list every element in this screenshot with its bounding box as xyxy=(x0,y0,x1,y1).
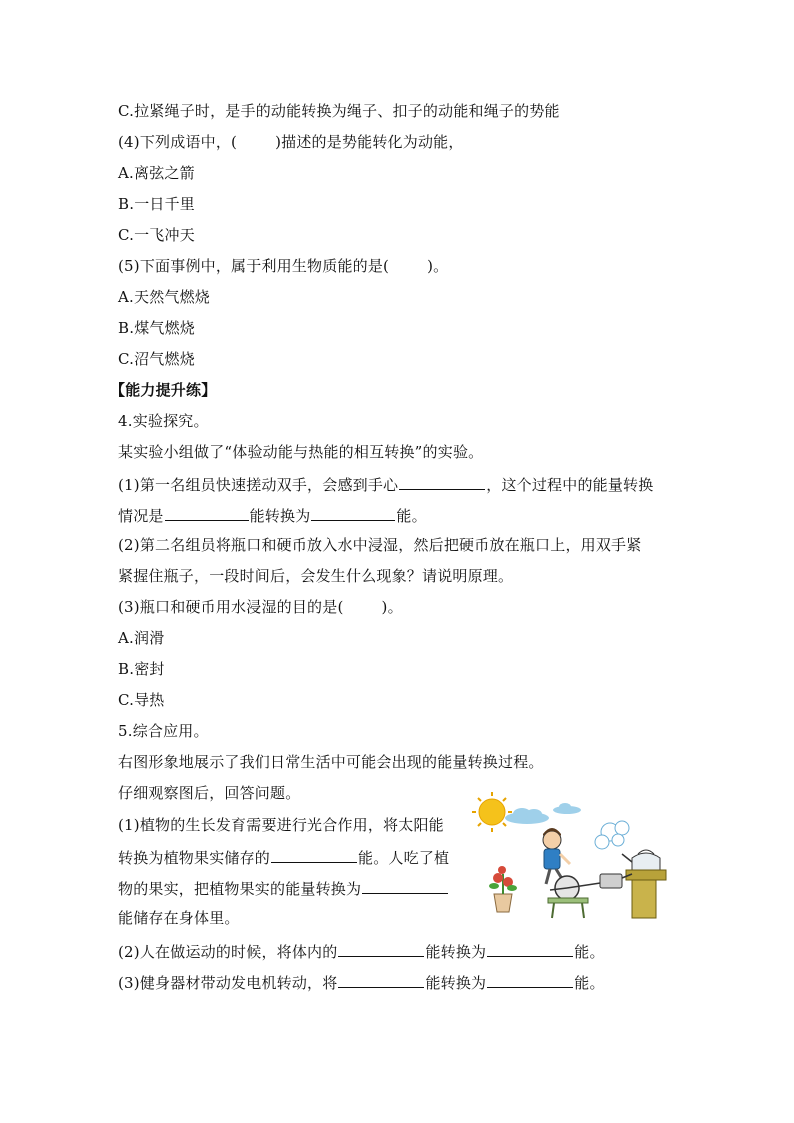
exercise-bike-icon xyxy=(550,876,607,900)
q5-sub1-line4: 能储存在身体里。 xyxy=(118,909,240,927)
q4-intro: 某实验小组做了“体验动能与热能的相互转换”的实验。 xyxy=(118,443,484,461)
q3-sub5-question: (5)下面事例中，属于利用生物质能的是( )。 xyxy=(118,257,449,275)
cloud-icon xyxy=(553,803,581,814)
fill-blank[interactable] xyxy=(338,971,424,988)
q5-sub1-line3: 物的果实，把植物果实的能量转换为 xyxy=(118,877,449,899)
fill-blank[interactable] xyxy=(487,940,573,957)
q4-sub2-line1: (2)第二名组员将瓶口和硬币放入水中浸湿，然后把硬币放在瓶口上，用双手紧 xyxy=(118,536,642,554)
sun-icon xyxy=(472,792,512,832)
section-title: 【能力提升练】 xyxy=(110,381,217,399)
fill-blank[interactable] xyxy=(399,473,485,490)
q3-sub4-option-c: C.一飞冲天 xyxy=(118,226,195,244)
q5-sub1-line2: 转换为植物果实储存的 能。人吃了植 xyxy=(118,846,449,868)
q5-title: 5.综合应用。 xyxy=(118,722,209,740)
q3-sub4-option-b: B.一日千里 xyxy=(118,195,195,213)
q5-intro-1: 右图形象地展示了我们日常生活中可能会出现的能量转换过程。 xyxy=(118,753,544,771)
q5-sub2: (2)人在做运动的时候，将体内的 能转换为 能。 xyxy=(118,940,605,962)
q5-sub3: (3)健身器材带动发电机转动，将 能转换为 能。 xyxy=(118,971,605,993)
fill-blank[interactable] xyxy=(271,846,357,863)
q4-sub1-line1: (1)第一名组员快速搓动双手，会感到手心 ，这个过程中的能量转换 xyxy=(118,473,653,495)
q3-sub5-option-c: C.沼气燃烧 xyxy=(118,350,195,368)
kettle-icon xyxy=(622,850,660,870)
q3-sub4-option-a: A.离弦之箭 xyxy=(118,164,195,182)
fill-blank[interactable] xyxy=(311,504,395,521)
q4-sub2-line2: 紧握住瓶子，一段时间后，会发生什么现象？请说明原理。 xyxy=(118,567,514,585)
stand-icon xyxy=(626,870,666,918)
table-icon xyxy=(548,898,588,918)
q4-sub3-option-b: B.密封 xyxy=(118,660,165,678)
q3-sub5-option-a: A.天然气燃烧 xyxy=(118,288,211,306)
q4-sub3-option-a: A.润滑 xyxy=(118,629,165,647)
generator-icon xyxy=(600,874,632,888)
energy-conversion-illustration xyxy=(472,790,672,920)
q3-option-c: C.拉紧绳子时，是手的动能转换为绳子、扣子的动能和绳子的势能 xyxy=(118,102,560,120)
steam-icon xyxy=(595,821,629,849)
q4-title: 4.实验探究。 xyxy=(118,412,209,430)
q5-sub1-line1: (1)植物的生长发育需要进行光合作用，将太阳能 xyxy=(118,816,444,834)
cloud-icon xyxy=(505,808,549,824)
fill-blank[interactable] xyxy=(338,940,424,957)
fill-blank[interactable] xyxy=(487,971,573,988)
q4-sub1-line2: 情况是 能转换为 能。 xyxy=(118,504,427,526)
q4-sub3-option-c: C.导热 xyxy=(118,691,165,709)
q4-sub3-question: (3)瓶口和硬币用水浸湿的目的是( )。 xyxy=(118,598,403,616)
q5-intro-2: 仔细观察图后，回答问题。 xyxy=(118,784,301,802)
q3-sub5-option-b: B.煤气燃烧 xyxy=(118,319,195,337)
plant-pot-icon xyxy=(489,866,517,912)
fill-blank[interactable] xyxy=(362,877,448,894)
fill-blank[interactable] xyxy=(165,504,249,521)
q3-sub4-question: (4)下列成语中，( )描述的是势能转化为动能， xyxy=(118,133,464,151)
